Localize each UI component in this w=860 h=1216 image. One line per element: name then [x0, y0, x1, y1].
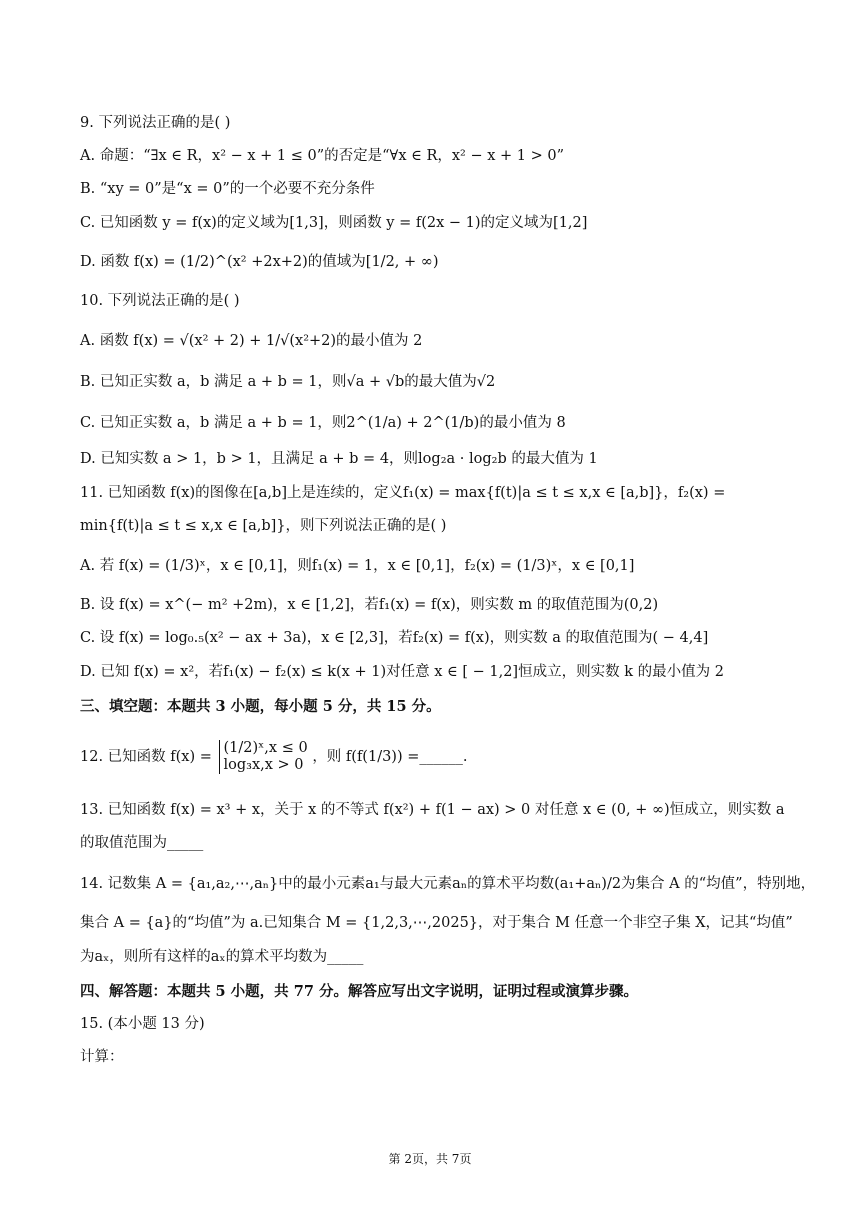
question-13-line2: 的取值范围为_____: [80, 835, 204, 851]
question-14-line3: 为aₓ，则所有这样的aₓ的算术平均数为_____: [80, 949, 364, 965]
piecewise-case-2: log₃x,x > 0: [223, 757, 304, 773]
question-9-option-b: B. “xy = 0”是“x = 0”的一个必要不充分条件: [80, 181, 375, 197]
question-9-option-a: A. 命题：“∃x ∈ R，x² − x + 1 ≤ 0”的否定是“∀x ∈ R，x² − x + 1 > 0”: [80, 148, 564, 164]
piecewise-function: [219, 740, 308, 774]
question-10-option-d: D. 已知实数 a > 1，b > 1，且满足 a + b = 4，则log₂a · log₂b 的最大值为 1: [80, 451, 598, 467]
section-4-heading: 四、解答题：本题共 5 小题，共 77 分。解答应写出文字说明，证明过程或演算步骤。: [80, 983, 638, 1000]
question-13-line1: 13. 已知函数 f(x) = x³ + x，关于 x 的不等式 f(x²) + f(1 − ax) > 0 对任意 x ∈ (0, + ∞)恒成立，则实数 a: [80, 802, 785, 818]
question-9-option-d: D. 函数 f(x) = (1/2)^(x² +2x+2)的值域为[1/2, + ∞): [80, 254, 439, 270]
question-10-title: 10. 下列说法正确的是( ): [80, 293, 240, 309]
question-10-option-b: B. 已知正实数 a，b 满足 a + b = 1，则√a + √b的最大值为√2: [80, 374, 496, 390]
page-footer: 第 2页，共 7页: [388, 1152, 472, 1166]
question-15-title: 15. (本小题 13 分): [80, 1016, 205, 1032]
question-11-title-line1: 11. 已知函数 f(x)的图像在[a,b]上是连续的，定义f₁(x) = max{f(t)|a ≤ t ≤ x,x ∈ [a,b]}，f₂(x) =: [80, 485, 726, 501]
question-14-line2: 集合 A = {a}的“均值”为 a.已知集合 M = {1,2,3,⋯,2025}，对于集合 M 任意一个非空子集 X，记其“均值”: [80, 915, 793, 931]
question-14-line1: 14. 记数集 A = {a₁,a₂,⋯,aₙ}中的最小元素a₁与最大元素aₙ的算术平均数(a₁+aₙ)/2为集合 A 的“均值”，特别地，: [80, 876, 816, 892]
section-3-heading: 三、填空题：本题共 3 小题，每小题 5 分，共 15 分。: [80, 698, 441, 715]
question-12: [80, 740, 810, 774]
question-11-title-line2: min{f(t)|a ≤ t ≤ x,x ∈ [a,b]}，则下列说法正确的是( ): [80, 518, 447, 534]
question-12-prefix: 12. 已知函数 f(x) =: [80, 749, 212, 765]
question-9-option-c: C. 已知函数 y = f(x)的定义域为[1,3]，则函数 y = f(2x − 1)的定义域为[1,2]: [80, 215, 588, 231]
question-9-title: 9. 下列说法正确的是( ): [80, 115, 231, 131]
question-11-option-b: B. 设 f(x) = x^(− m² +2m)，x ∈ [1,2]，若f₁(x) = f(x)，则实数 m 的取值范围为(0,2): [80, 597, 659, 613]
piecewise-case-1: (1/2)ˣ,x ≤ 0: [223, 740, 308, 756]
question-11-option-a: A. 若 f(x) = (1/3)ˣ，x ∈ [0,1]，则f₁(x) = 1，x ∈ [0,1]，f₂(x) = (1/3)ˣ，x ∈ [0,1]: [80, 558, 635, 574]
question-12-suffix: ，则 f(f(1/3)) =______.: [312, 749, 468, 765]
question-11-option-c: C. 设 f(x) = log₀.₅(x² − ax + 3a)，x ∈ [2,3]，若f₂(x) = f(x)，则实数 a 的取值范围为( − 4,4]: [80, 630, 709, 646]
question-15-body: 计算：: [80, 1049, 124, 1065]
question-11-option-d: D. 已知 f(x) = x²，若f₁(x) − f₂(x) ≤ k(x + 1)对任意 x ∈ [ − 1,2]恒成立，则实数 k 的最小值为 2: [80, 664, 724, 680]
question-10-option-a: A. 函数 f(x) = √(x² + 2) + 1/√(x²+2)的最小值为 2: [80, 333, 423, 349]
question-10-option-c: C. 已知正实数 a，b 满足 a + b = 1，则2^(1/a) + 2^(1/b)的最小值为 8: [80, 415, 566, 431]
